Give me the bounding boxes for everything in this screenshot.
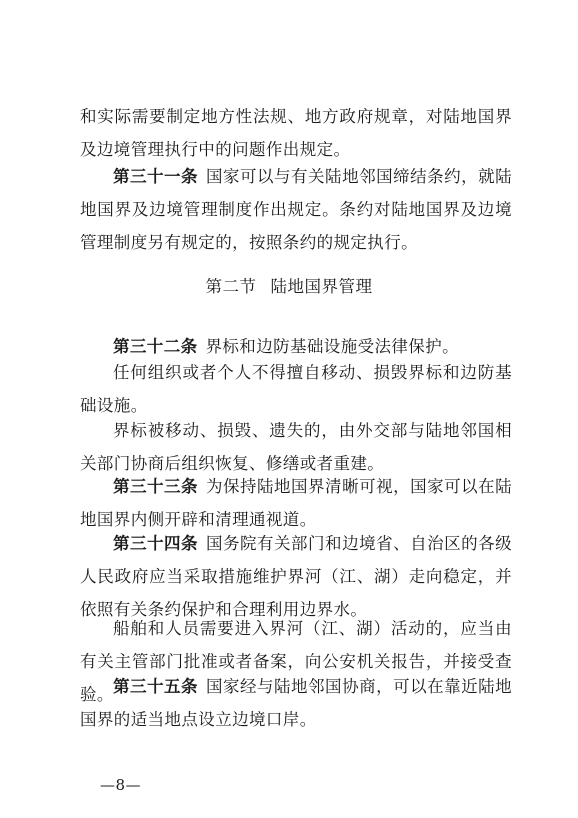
- article-32-paragraph-2: [80, 356, 512, 422]
- article-text: 国务院有关部门和边境省、自治区的各级人民政府应当采取措施维护界河（江、湖）走向稳定，并依照有关条约保护和合理利用边界水。: [80, 534, 513, 619]
- article-title: 第三十三条: [113, 477, 199, 496]
- section-title: 陆地国界管理: [270, 277, 373, 296]
- article-title: 第三十一条: [113, 167, 199, 186]
- article-title: 第三十四条: [113, 534, 199, 553]
- article-35: [80, 670, 512, 736]
- paragraph-continuation: [80, 100, 512, 166]
- article-text: 为保持陆地国界清晰可视，国家可以在陆地国界内侧开辟和清理通视道。: [80, 477, 513, 529]
- article-title: 第三十二条: [113, 337, 198, 356]
- section-number: 第二节: [205, 277, 257, 296]
- paragraph-text: 任何组织或者个人不得擅自移动、损毁界标和边防基础设施。: [80, 363, 512, 415]
- section-heading: [0, 270, 578, 303]
- article-text: 界标和边防基础设施受法律保护。: [205, 337, 459, 356]
- article-text: 国家可以与有关陆地邻国缔结条约，就陆地国界及边境管理制度作出规定。条约对陆地国界及边境管理制度另有规定的，按照条约的规定执行。: [80, 167, 513, 252]
- paragraph-text: 和实际需要制定地方性法规、地方政府规章，对陆地国界及边境管理执行中的问题作出规定。: [80, 107, 512, 159]
- paragraph-text: 船舶和人员需要进入界河（江、湖）活动的，应当由有关主管部门批准或者备案，向公安机关报告，并接受查验。: [80, 619, 512, 704]
- article-title: 第三十五条: [113, 677, 199, 696]
- article-text: 国家经与陆地邻国协商，可以在靠近陆地国界的适当地点设立边境口岸。: [80, 677, 513, 729]
- paragraph-text: 界标被移动、损毁、遗失的，由外交部与陆地邻国相关部门协商后组织恢复、修缮或者重建。: [80, 421, 512, 473]
- page-number: —8—: [100, 776, 142, 794]
- article-31: [80, 160, 512, 259]
